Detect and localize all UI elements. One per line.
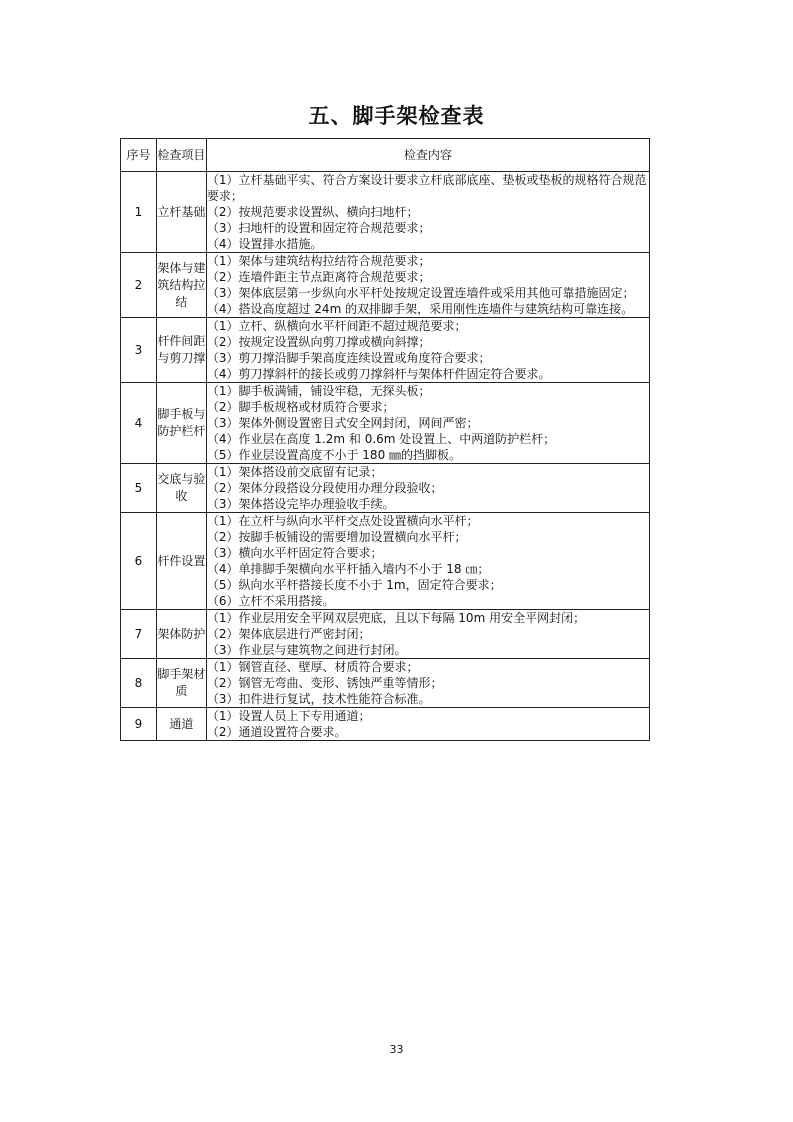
check-content-line: （1）作业层用安全平网双层兜底，且以下每隔 10m 用安全平网封闭； [206, 611, 586, 625]
check-content-line: （5）纵向水平杆搭接长度不小于 1m，固定符合要求； [206, 578, 502, 592]
check-item: 脚手板与防护栏杆 [156, 383, 206, 464]
table-row [121, 253, 650, 318]
check-content-line: （5）作业层设置高度不小于 180 ㎜的挡脚板。 [206, 448, 462, 462]
check-content-line: （3）扫地杆的设置和固定符合规范要求； [206, 221, 431, 235]
row-number: 1 [121, 172, 157, 253]
check-content-line: （1）架体与建筑结构拉结符合规范要求； [206, 254, 431, 268]
row-number: 4 [121, 383, 157, 464]
check-content-line: （6）立杆不采用搭接。 [206, 594, 335, 608]
check-content-line: （2）按规范要求设置纵、横向扫地杆； [206, 205, 419, 219]
check-content-line: （1）设置人员上下专用通道； [206, 709, 371, 723]
check-content-line: （4）搭设高度超过 24m 的双排脚手架，采用刚性连墙件与建筑结构可靠连接。 [206, 302, 634, 316]
row-number: 8 [121, 659, 157, 708]
check-content-line: （4）设置排水措施。 [206, 237, 323, 251]
check-content-line: （1）立杆、纵横向水平杆间距不超过规范要求； [206, 319, 467, 333]
check-content-line: （2）架体底层进行严密封闭； [206, 627, 371, 641]
check-item: 杆件间距与剪刀撑 [156, 318, 206, 383]
check-content-line: （2）按脚手板铺设的需要增加设置横向水平杆； [206, 530, 467, 544]
table-row [121, 464, 650, 513]
check-item: 杆件设置 [156, 513, 206, 610]
check-content [206, 383, 649, 464]
check-item: 脚手架材质 [156, 659, 206, 708]
page-title: 五、脚手架检查表 [308, 104, 485, 128]
table-row [121, 708, 650, 741]
check-item: 立杆基础 [156, 172, 206, 253]
check-content-line: （1）立杆基础平实、符合方案设计要求立杆底部底座、垫板或垫板的规格符合规范要求； [206, 173, 647, 203]
table-row [121, 318, 650, 383]
row-number: 9 [121, 708, 157, 741]
check-content-line: （3）扣件进行复试，技术性能符合标准。 [206, 692, 431, 706]
check-content-line: （4）单排脚手架横向水平杆插入墙内不小于 18 ㎝； [206, 562, 490, 576]
check-content-line: （3）剪刀撑沿脚手架高度连续设置或角度符合要求； [206, 351, 491, 365]
row-number: 7 [121, 610, 157, 659]
scaffold-check-table [120, 138, 650, 741]
check-content-line: （1）在立杆与纵向水平杆交点处设置横向水平杆； [206, 514, 479, 528]
check-content-line: （3）架体搭设完毕办理验收手续。 [206, 497, 395, 511]
table-row [121, 383, 650, 464]
header-no: 序号 [121, 139, 157, 172]
table-header-row [121, 139, 650, 172]
row-number: 2 [121, 253, 157, 318]
check-content [206, 708, 649, 741]
header-content: 检查内容 [206, 139, 649, 172]
check-content-line: （3）架体底层第一步纵向水平杆处按规定设置连墙件或采用其他可靠措施固定； [206, 286, 635, 300]
row-number: 3 [121, 318, 157, 383]
check-content [206, 610, 649, 659]
check-content-line: （3）横向水平杆固定符合要求； [206, 546, 383, 560]
check-content [206, 464, 649, 513]
table-row [121, 659, 650, 708]
check-content [206, 659, 649, 708]
check-content-line: （2）连墙件距主节点距离符合规范要求； [206, 270, 431, 284]
table-row [121, 172, 650, 253]
check-content-line: （3）作业层与建筑物之间进行封闭。 [206, 643, 407, 657]
header-item: 检查项目 [156, 139, 206, 172]
check-content-line: （2）按规定设置纵向剪刀撑或横向斜撑； [206, 335, 431, 349]
check-content [206, 513, 649, 610]
check-content-line: （1）脚手板满铺，铺设牢稳，无探头板； [206, 384, 431, 398]
table-row [121, 513, 650, 610]
check-content-line: （2）钢管无弯曲、变形、锈蚀严重等情形； [206, 676, 443, 690]
check-content-line: （2）脚手板规格或材质符合要求； [206, 400, 395, 414]
check-content-line: （3）架体外侧设置密目式安全网封闭，网间严密； [206, 416, 479, 430]
check-content [206, 253, 649, 318]
check-content-line: （2）通道设置符合要求。 [206, 725, 347, 739]
check-item: 架体与建筑结构拉结 [156, 253, 206, 318]
check-item: 通道 [156, 708, 206, 741]
check-content-line: （2）架体分段搭设分段使用办理分段验收； [206, 481, 443, 495]
page-number: 33 [389, 1043, 404, 1056]
check-content [206, 172, 649, 253]
check-item: 架体防护 [156, 610, 206, 659]
check-content-line: （4）作业层在高度 1.2m 和 0.6m 处设置上、中两道防护栏杆； [206, 432, 556, 446]
row-number: 6 [121, 513, 157, 610]
table-row [121, 610, 650, 659]
row-number: 5 [121, 464, 157, 513]
check-content-line: （1）钢管直径、壁厚、材质符合要求； [206, 660, 419, 674]
check-content-line: （1）架体搭设前交底留有记录； [206, 465, 383, 479]
check-content-line: （4）剪刀撑斜杆的接长或剪刀撑斜杆与架体杆件固定符合要求。 [206, 367, 551, 381]
check-item: 交底与验收 [156, 464, 206, 513]
check-content [206, 318, 649, 383]
